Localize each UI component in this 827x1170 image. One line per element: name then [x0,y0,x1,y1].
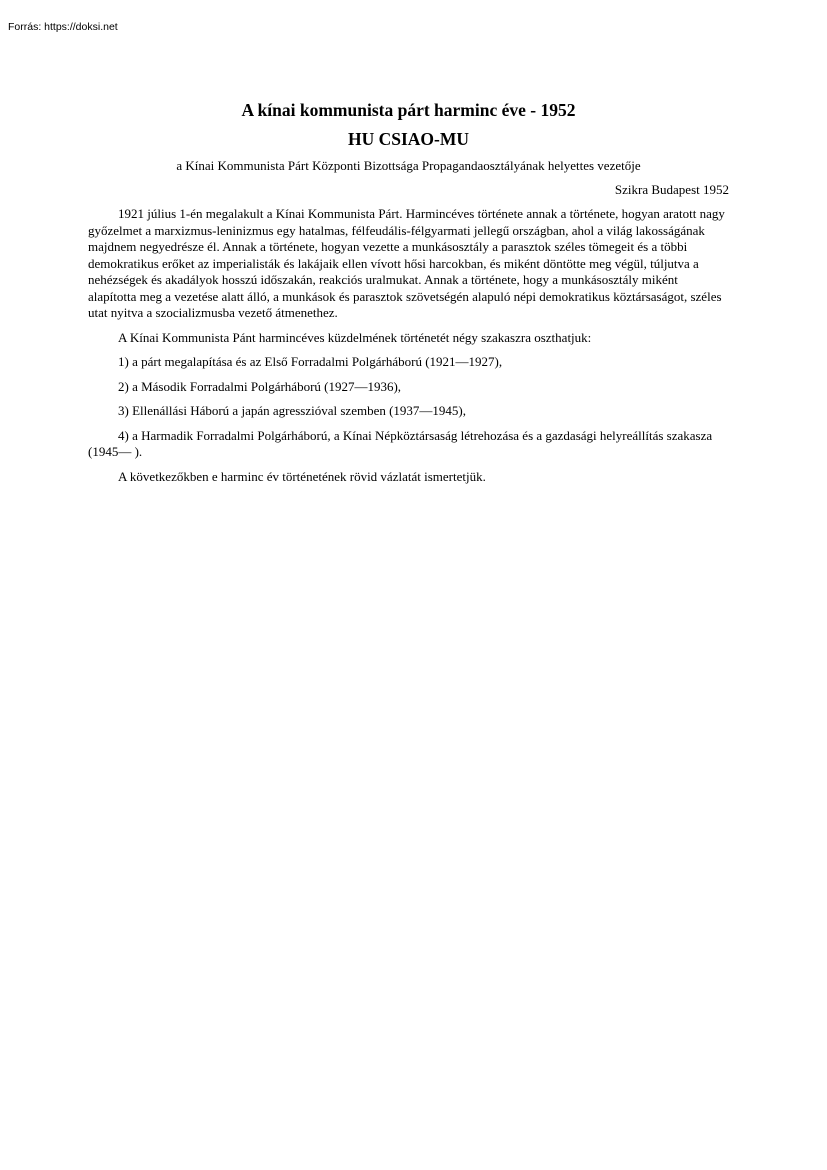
periods-intro-paragraph: A Kínai Kommunista Pánt harmincéves küzdelmének történetét négy szakaszra oszthatjuk: [118,329,592,345]
source-label: Forrás: https://doksi.net [8,21,118,33]
publisher-line: Szikra Budapest 1952 [614,182,729,197]
document-author: HU CSIAO-MU [347,129,470,149]
intro-paragraph: 1921 július 1-én megalakult a Kínai Kommunista Párt. Harmincéves története annak a története, hogyan aratott nagy győzelmet a marxizmus-leninizmus egy hatalmas, félfeudális-félgyarmati jellegű országban, ahol a világ lakosságának majdnem negyedrésze él. Annak a története, hogyan vezette a munkásosztály a parasztok széles tömegeit és a többi demokratikus erőket az imperialisták és lakájaik ellen vívott hősi harcokban, és miként döntötte meg végül, túljutva a nehézségek és akadályok hosszú időszakán, reakciós uralmukat. Annak a története, hogy a munkásosztály miként alapította meg a vezetése alatt álló, a munkások és parasztok szövetségén alapuló népi demokratikus köztársaságot, széles utat nyitva a szocializmusba vezető átmenethez. [88,206,725,320]
period-list-item: 2) a Második Forradalmi Polgárháború (1927—1936), [118,378,402,394]
period-list-item: 4) a Harmadik Forradalmi Polgárháború, a Kínai Népköztársaság létrehozása és a gazdasági helyreállítás szakasza (1945— ). [88,427,713,459]
author-position: a Kínai Kommunista Párt Központi Bizottsága Propagandaosztályának helyettes vezetője [176,158,641,173]
period-list-item: 1) a párt megalapítása és az Első Forradalmi Polgárháború (1921—1927), [118,354,503,369]
document-title: A kínai kommunista párt harminc éve - 1952 [241,100,576,120]
period-list-item: 3) Ellenállási Háború a japán agresszióval szemben (1937—1945), [118,403,466,418]
document-page [88,99,729,493]
document-body [88,206,729,485]
closing-paragraph: A következőkben e harminc év történetének rövid vázlatát ismertetjük. [118,468,486,484]
